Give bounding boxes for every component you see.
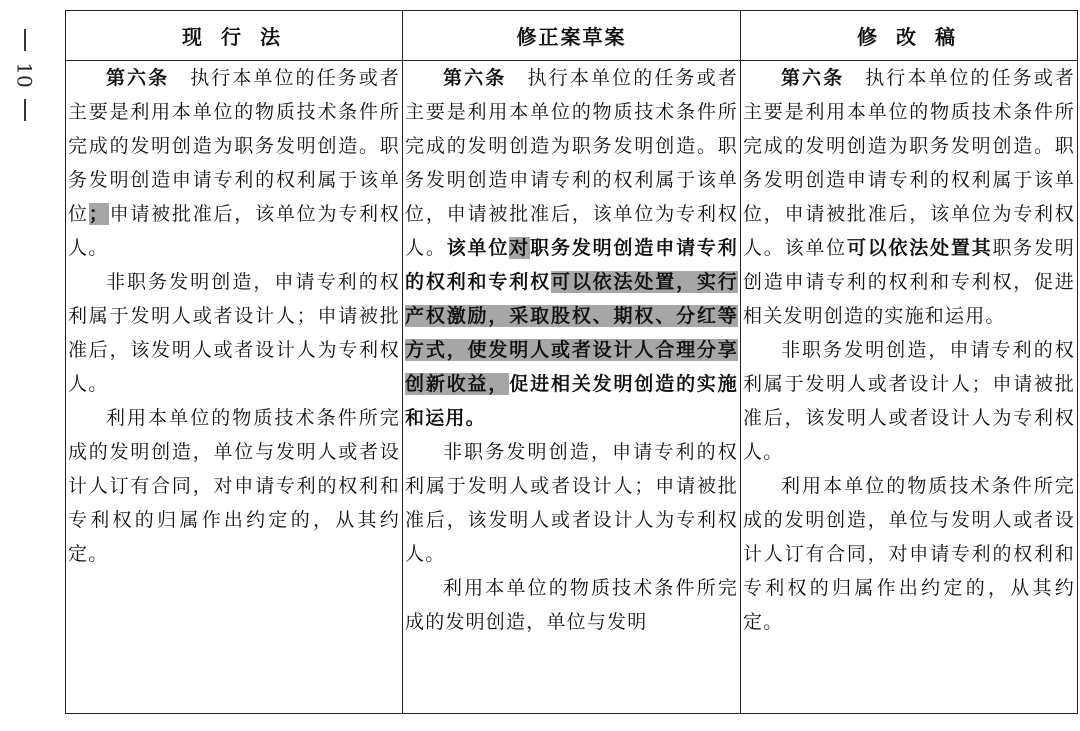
column-current-law: [66, 61, 403, 714]
bold-text: 促进相关发明创造的实施和运用。: [405, 373, 738, 429]
paragraph-text: 职务发明创造申请专利的权利和专利权，促进相关发明创造的实施和运用。: [743, 237, 1075, 327]
page-number-dash-top: [24, 29, 26, 51]
bold-text: 可以依法处置其: [846, 237, 993, 259]
paragraph: 利用本单位的物质技术条件所完成的发明创造，单位与发明人或者设计人订有合同，对申请专利的权利和专利权的归属作出约定的，从其约定。: [743, 475, 1075, 633]
paragraph: 利用本单位的物质技术条件所完成的发明创造，单位与发明: [405, 577, 738, 633]
highlighted-text: 可以依法处置，实行产权激励，采取股权、期权、分红等方式，使发明人或者设计人合理分享创新收益，: [405, 271, 738, 395]
article-title: 第六条: [106, 67, 170, 89]
article-paragraph: [68, 61, 400, 265]
article-title: 第六条: [781, 67, 845, 89]
table-body-row: [66, 61, 1078, 714]
article-title: 第六条: [443, 67, 507, 89]
paragraph: 非职务发明创造，申请专利的权利属于发明人或者设计人；申请被批准后，该发明人或者设计人为专利权人。: [405, 441, 738, 565]
paragraph-text: 执行本单位的任务或者主要是利用本单位的物质技术条件所完成的发明创造为职务发明创造。职务发明创造申请专利的权利属于该单位，申请被批准后，该单位为专利权人。: [405, 67, 738, 259]
article-paragraph: [405, 61, 738, 435]
header-current-law: 现 行 法: [66, 11, 403, 61]
paragraph-text: 执行本单位的任务或者主要是利用本单位的物质技术条件所完成的发明创造为职务发明创造。职务发明创造申请专利的权利属于该单位: [68, 67, 400, 225]
column-draft-amendment: [403, 61, 741, 714]
bold-text: 该单位: [446, 237, 510, 259]
comparison-table: [65, 10, 1078, 714]
table-header-row: [66, 11, 1078, 61]
paragraph: 非职务发明创造，申请专利的权利属于发明人或者设计人；申请被批准后，该发明人或者设计人为专利权人。: [68, 271, 400, 395]
article-paragraph: [743, 61, 1075, 333]
highlighted-text: ；: [88, 203, 109, 225]
page-number-dash-bottom: [24, 99, 26, 121]
paragraph: 利用本单位的物质技术条件所完成的发明创造，单位与发明人或者设计人订有合同，对申请专利的权利和专利权的归属作出约定的，从其约定。: [68, 407, 400, 565]
bold-text: 职务发明创造申请专利的权利和专利权: [405, 237, 738, 293]
paragraph-text: 执行本单位的任务或者主要是利用本单位的物质技术条件所完成的发明创造为职务发明创造。职务发明创造申请专利的权利属于该单位，申请被批准后，该单位为专利权人。该单位: [743, 67, 1075, 259]
paragraph: 非职务发明创造，申请专利的权利属于发明人或者设计人；申请被批准后，该发明人或者设计人为专利权人。: [743, 339, 1075, 463]
header-draft-amendment: 修正案草案: [403, 11, 741, 61]
page-number: [10, 25, 40, 125]
highlighted-text: 对: [509, 237, 531, 259]
column-revised-draft: [741, 61, 1078, 714]
header-revised-draft: 修 改 稿: [741, 11, 1078, 61]
page-number-text: 10: [12, 62, 37, 88]
paragraph-text: 申请被批准后，该单位为专利权人。: [68, 203, 400, 259]
